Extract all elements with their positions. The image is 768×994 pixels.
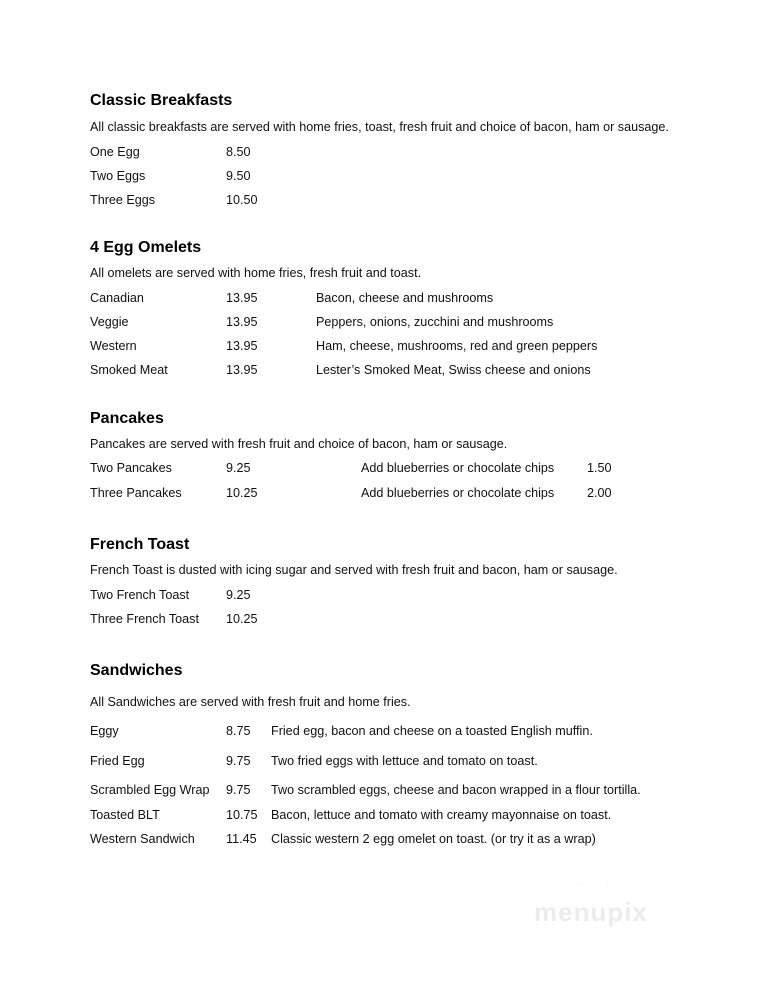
item-price-two-french-toast: 9.25 <box>226 588 251 602</box>
item-price-three-pancakes: 10.25 <box>226 486 258 500</box>
item-price-fried-egg: 9.75 <box>226 754 251 768</box>
section-heading-sandwiches: Sandwiches <box>90 662 183 679</box>
item-price-scrambled-egg-wrap: 9.75 <box>226 783 251 797</box>
item-desc-smoked-meat: Lester’s Smoked Meat, Swiss cheese and onions <box>316 363 591 377</box>
addon-three-pancakes: Add blueberries or chocolate chips <box>361 486 555 500</box>
item-price-two-pancakes: 9.25 <box>226 461 251 475</box>
item-price-eggy: 8.75 <box>226 724 251 738</box>
item-desc-western: Ham, cheese, mushrooms, red and green peppers <box>316 339 598 353</box>
item-name-three-eggs: Three Eggs <box>90 193 156 207</box>
item-name-three-pancakes: Three Pancakes <box>90 486 182 500</box>
watermark-caption: ·· ··· ······ ·· ··· <box>534 879 619 890</box>
item-price-western: 13.95 <box>226 339 258 353</box>
item-name-scrambled-egg-wrap: Scrambled Egg Wrap <box>90 783 210 797</box>
item-price-toasted-blt: 10.75 <box>226 808 258 822</box>
pancakes-description: Pancakes are served with fresh fruit and choice of bacon, ham or sausage. <box>90 437 508 451</box>
item-name-veggie: Veggie <box>90 315 129 329</box>
item-name-two-pancakes: Two Pancakes <box>90 461 172 475</box>
item-desc-canadian: Bacon, cheese and mushrooms <box>316 291 494 305</box>
item-desc-toasted-blt: Bacon, lettuce and tomato with creamy mayonnaise on toast. <box>271 808 612 822</box>
item-price-three-french-toast: 10.25 <box>226 612 258 626</box>
item-name-eggy: Eggy <box>90 724 119 738</box>
item-name-western-sandwich: Western Sandwich <box>90 832 195 846</box>
menupix-watermark <box>520 875 690 935</box>
item-price-two-eggs: 9.50 <box>226 169 251 183</box>
omelets-description: All omelets are served with home fries, fresh fruit and toast. <box>90 266 422 280</box>
addon-price-two-pancakes: 1.50 <box>587 461 612 475</box>
item-desc-veggie: Peppers, onions, zucchini and mushrooms <box>316 315 554 329</box>
item-name-smoked-meat: Smoked Meat <box>90 363 168 377</box>
item-price-western-sandwich: 11.45 <box>226 832 257 846</box>
item-price-veggie: 13.95 <box>226 315 258 329</box>
section-heading-pancakes: Pancakes <box>90 410 164 427</box>
item-name-one-egg: One Egg <box>90 145 140 159</box>
item-desc-scrambled-egg-wrap: Two scrambled eggs, cheese and bacon wrapped in a flour tortilla. <box>271 783 641 797</box>
item-desc-eggy: Fried egg, bacon and cheese on a toasted English muffin. <box>271 724 593 738</box>
item-price-canadian: 13.95 <box>226 291 258 305</box>
item-name-western: Western <box>90 339 137 353</box>
item-price-one-egg: 8.50 <box>226 145 251 159</box>
classic-breakfasts-description: All classic breakfasts are served with home fries, toast, fresh fruit and choice of bacon, ham or sausage. <box>90 120 669 134</box>
addon-two-pancakes: Add blueberries or chocolate chips <box>361 461 555 475</box>
section-heading-omelets: 4 Egg Omelets <box>90 239 202 256</box>
item-name-fried-egg: Fried Egg <box>90 754 145 768</box>
sandwiches-description: All Sandwiches are served with fresh fruit and home fries. <box>90 695 411 709</box>
item-name-two-french-toast: Two French Toast <box>90 588 190 602</box>
section-heading-french-toast: French Toast <box>90 536 190 553</box>
item-name-three-french-toast: Three French Toast <box>90 612 199 626</box>
item-price-three-eggs: 10.50 <box>226 193 258 207</box>
item-name-canadian: Canadian <box>90 291 144 305</box>
item-price-smoked-meat: 13.95 <box>226 363 258 377</box>
item-name-two-eggs: Two Eggs <box>90 169 146 183</box>
watermark-logo: menupix <box>534 897 648 927</box>
item-desc-fried-egg: Two fried eggs with lettuce and tomato on toast. <box>271 754 538 768</box>
section-heading-classic-breakfasts: Classic Breakfasts <box>90 92 233 109</box>
item-name-toasted-blt: Toasted BLT <box>90 808 160 822</box>
item-desc-western-sandwich: Classic western 2 egg omelet on toast. (or try it as a wrap) <box>271 832 596 846</box>
french-toast-description: French Toast is dusted with icing sugar and served with fresh fruit and bacon, ham or sausage. <box>90 563 618 577</box>
addon-price-three-pancakes: 2.00 <box>587 486 612 500</box>
